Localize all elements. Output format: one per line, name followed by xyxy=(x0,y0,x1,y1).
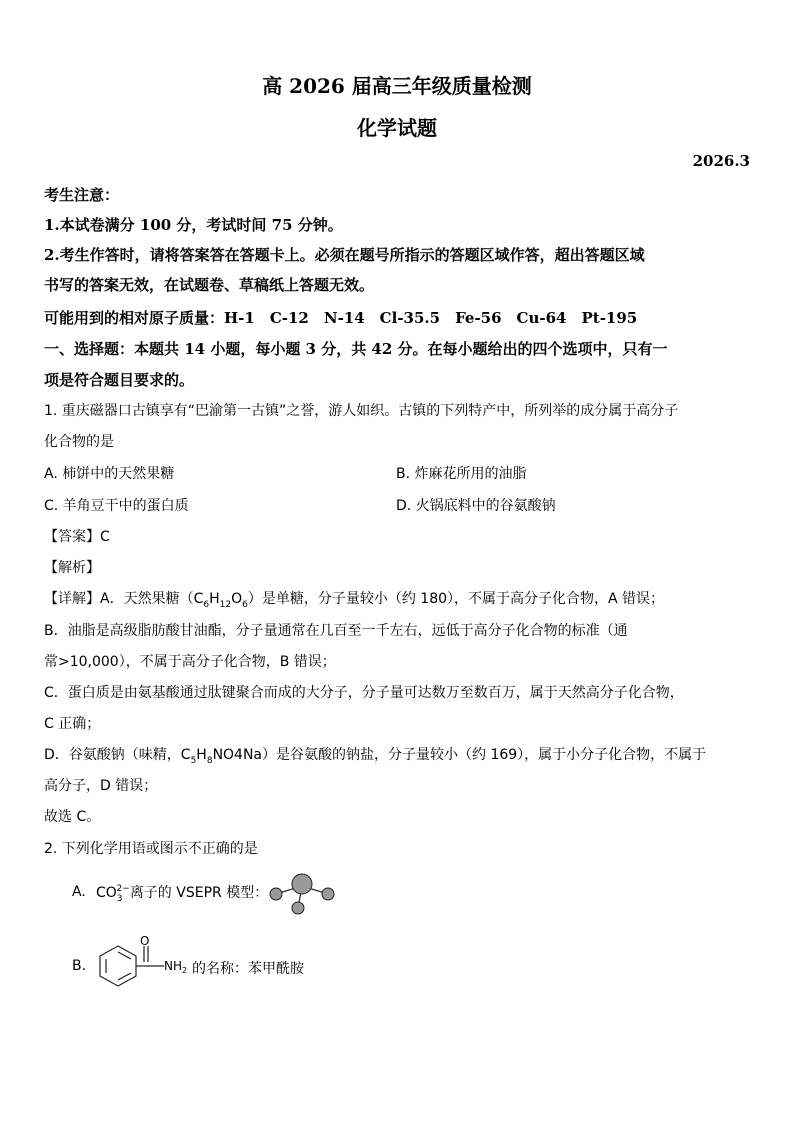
q1-answer: 【答案】C xyxy=(44,529,110,545)
q1-detail-c-line1: C．蛋白质是由氨基酸通过肽键聚合而成的大分子，分子量可达数万至数百万，属于天然高分子化合物， xyxy=(44,685,684,701)
q2-stem: 2. 下列化学用语或图示不正确的是 xyxy=(44,841,258,857)
q1-stem-line2: 化合物的是 xyxy=(44,434,114,450)
section1-line1: 一、选择题：本题共 14 小题，每小题 3 分，共 42 分。在每小题给出的四个选项中，只有一 xyxy=(44,340,668,358)
q1-stem-line1: 1. 重庆磁器口古镇享有“巴渝第一古镇”之誉，游人如织。古镇的下列特产中，所列举的成分属于高分子 xyxy=(44,403,679,419)
notice-item-1: 1.本试卷满分 100 分，考试时间 75 分钟。 xyxy=(44,216,343,234)
q1-option-d: D. 火锅底料中的谷氨酸钠 xyxy=(396,498,556,514)
section1-line2: 项是符合题目要求的。 xyxy=(44,371,195,389)
q1-detail-b-line1: B．油脂是高级脂肪酸甘油酯，分子量通常在几百至一千左右，远低于高分子化合物的标准（通 xyxy=(44,623,628,639)
q1-analysis-label: 【解析】 xyxy=(44,560,100,576)
q1-option-c: C. 羊角豆干中的蛋白质 xyxy=(44,498,189,514)
exam-title: 高 2026 届高三年级质量检测 xyxy=(262,74,532,98)
q2-option-a-label: A. xyxy=(72,884,86,900)
q1-detail-c-line2: C 正确； xyxy=(44,716,101,732)
q1-detail-b-line2: 常>10,000），不属于高分子化合物，B 错误； xyxy=(44,654,336,670)
detail-label: 【详解】 xyxy=(44,591,100,607)
notice-item-2-line2: 书写的答案无效，在试题卷、草稿纸上答题无效。 xyxy=(44,276,375,294)
q2-option-b-text: 的名称：苯甲酰胺 xyxy=(192,961,304,977)
q1-detail-a: 【详解】A．天然果糖$(C_6H_{12}O_6)$是单糖，分子量较小（约 180），不属于高分子化合物，A 错误； xyxy=(44,591,665,610)
model-atom-center xyxy=(292,874,312,894)
notice-heading: 考生注意： xyxy=(44,186,120,204)
atomic-masses: 可能用到的相对原子质量：H-1 C-12 N-14 Cl-35.5 Fe-56 Cu-64 Pt-195 xyxy=(44,309,638,327)
q1-detail-d-line2: 高分子，D 错误； xyxy=(44,778,158,794)
q1-conclusion: 故选 C。 xyxy=(44,809,101,825)
benzamide-structure xyxy=(88,932,196,998)
model-atom-bottom xyxy=(292,902,304,914)
q2-option-a-text: $CO_3^{2-}$离子的 VSEPR 模型： xyxy=(96,884,269,904)
vsepr-planar-molecule-model xyxy=(262,868,342,920)
carbonyl-oxygen-label: O xyxy=(140,934,150,948)
subject-title: 化学试题 xyxy=(357,116,437,140)
model-atom-right xyxy=(322,888,334,900)
q2-option-b-label: B. xyxy=(72,958,87,974)
exam-date: 2026.3 xyxy=(692,152,750,170)
ring-double-bond-3 xyxy=(118,973,131,980)
q1-option-b: B. 炸麻花所用的油脂 xyxy=(396,466,527,482)
notice-item-2-line1: 2.考生作答时，请将答案答在答题卡上。必须在题号所指示的答题区域作答，超出答题区域 xyxy=(44,246,645,264)
model-atom-left xyxy=(270,888,282,900)
ring-double-bond-2 xyxy=(118,952,131,959)
q1-detail-d-line1: D．谷氨酸钠（味精，$C_5H_8NO4Na$）是谷氨酸的钠盐，分子量较小（约 169），属于小分子化合物，不属于 xyxy=(44,747,707,766)
q1-option-a: A. 柿饼中的天然果糖 xyxy=(44,466,175,482)
amine-label: $NH_2$ xyxy=(164,959,188,975)
